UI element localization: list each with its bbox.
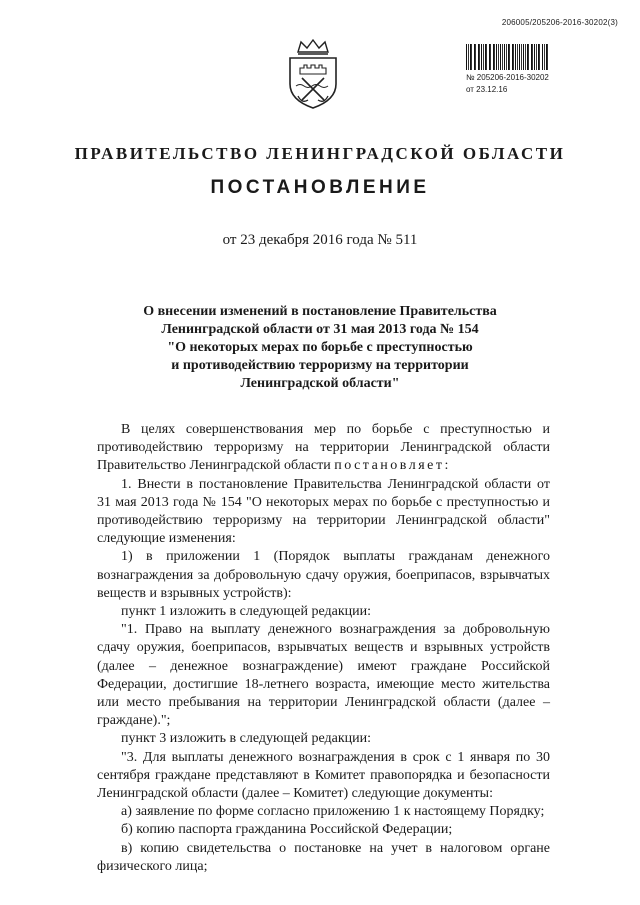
- coat-of-arms-icon: [284, 38, 342, 110]
- body-paragraph: 1) в приложении 1 (Порядок выплаты гражданам денежного вознаграждения за добровольную сдачу оружия, боеприпасов, взрывчатых веществ и взрывных устройств):: [97, 549, 550, 601]
- barcode-bar: [496, 44, 497, 70]
- preamble-text: В целях совершенствования мер по борьбе с преступностью и противодействию терроризму на территории Ленинградской области Правительство Ленинградской области: [97, 422, 550, 474]
- barcode-bar: [542, 44, 543, 70]
- document-date-number: от 23 декабря 2016 года № 511: [222, 232, 418, 248]
- document-id: 206005/205206-2016-30202(3): [501, 18, 618, 27]
- barcode-bar: [466, 44, 467, 70]
- resolves-word: постановляет:: [334, 458, 451, 474]
- barcode-bar: [525, 44, 526, 70]
- body-paragraph: в) копию свидетельства о постановке на учет в налоговом органе: [121, 840, 550, 856]
- barcode-bar: [486, 44, 487, 70]
- barcode-bar: [519, 44, 520, 70]
- barcode-icon: [466, 44, 550, 70]
- barcode-bar: [504, 44, 505, 70]
- subject-line: О внесении изменений в постановление Правительства: [143, 304, 497, 319]
- body-paragraph: "3. Для выплаты денежного вознаграждения в срок с 1 января по 30 сентября граждане представляют в Комитет правопорядка и безопасности Ленинградской области (далее – Комитет) следующие документы:: [97, 749, 550, 802]
- document-body: [97, 421, 550, 876]
- barcode-bar: [515, 44, 516, 70]
- registration-block: [466, 44, 550, 96]
- body-paragraph: физического лица;: [97, 858, 208, 874]
- barcode-bar: [471, 44, 472, 70]
- body-paragraph: пункт 1 изложить в следующей редакции:: [121, 604, 371, 620]
- registration-number: № 205206-2016-30202: [466, 73, 549, 82]
- body-paragraph: "1. Право на выплату денежного вознаграждения за добровольную сдачу оружия, боеприпасов, взрывчатых веществ и взрывных устройств (далее – денежное вознаграждение) имеют граждане Российской Федерации, достигшие 18-летнего возраста, имеющие место жительства или место пребывания на территории Ленинградской области (далее – граждане).";: [97, 622, 550, 729]
- body-paragraph: [97, 421, 550, 476]
- registration-date: от 23.12.16: [466, 85, 508, 94]
- body-paragraph: б) копию паспорта гражданина Российской Федерации;: [121, 822, 453, 838]
- barcode-bar: [539, 44, 540, 70]
- subject-line: "О некоторых мерах по борьбе с преступностью: [167, 340, 473, 355]
- barcode-bar: [490, 44, 491, 70]
- barcode-bar: [547, 44, 548, 70]
- body-paragraph: 1. Внести в постановление Правительства Ленинградской области от 31 мая 2013 года № 154 "О некоторых мерах по борьбе с преступностью и противодействию терроризму на территории Ленинградской области" следующие изменения:: [97, 476, 550, 547]
- subject-line: Ленинградской области от 31 мая 2013 года № 154: [161, 322, 479, 337]
- subject-line: и противодействию терроризму на территории: [171, 358, 469, 373]
- barcode-bar: [481, 44, 482, 70]
- barcode-bar: [498, 44, 499, 70]
- document-subject: [100, 303, 540, 393]
- document-type: ПОСТАНОВЛЕНИЕ: [210, 177, 430, 198]
- body-paragraph: пункт 3 изложить в следующей редакции:: [121, 731, 371, 747]
- barcode-bar: [474, 44, 475, 70]
- subject-line: Ленинградской области": [240, 376, 400, 391]
- barcode-bar: [534, 44, 535, 70]
- barcode-bar: [528, 44, 529, 70]
- government-title: ПРАВИТЕЛЬСТВО ЛЕНИНГРАДСКОЙ ОБЛАСТИ: [74, 144, 566, 163]
- body-paragraph: а) заявление по форме согласно приложению 1 к настоящему Порядку;: [121, 804, 545, 820]
- barcode-bar: [509, 44, 510, 70]
